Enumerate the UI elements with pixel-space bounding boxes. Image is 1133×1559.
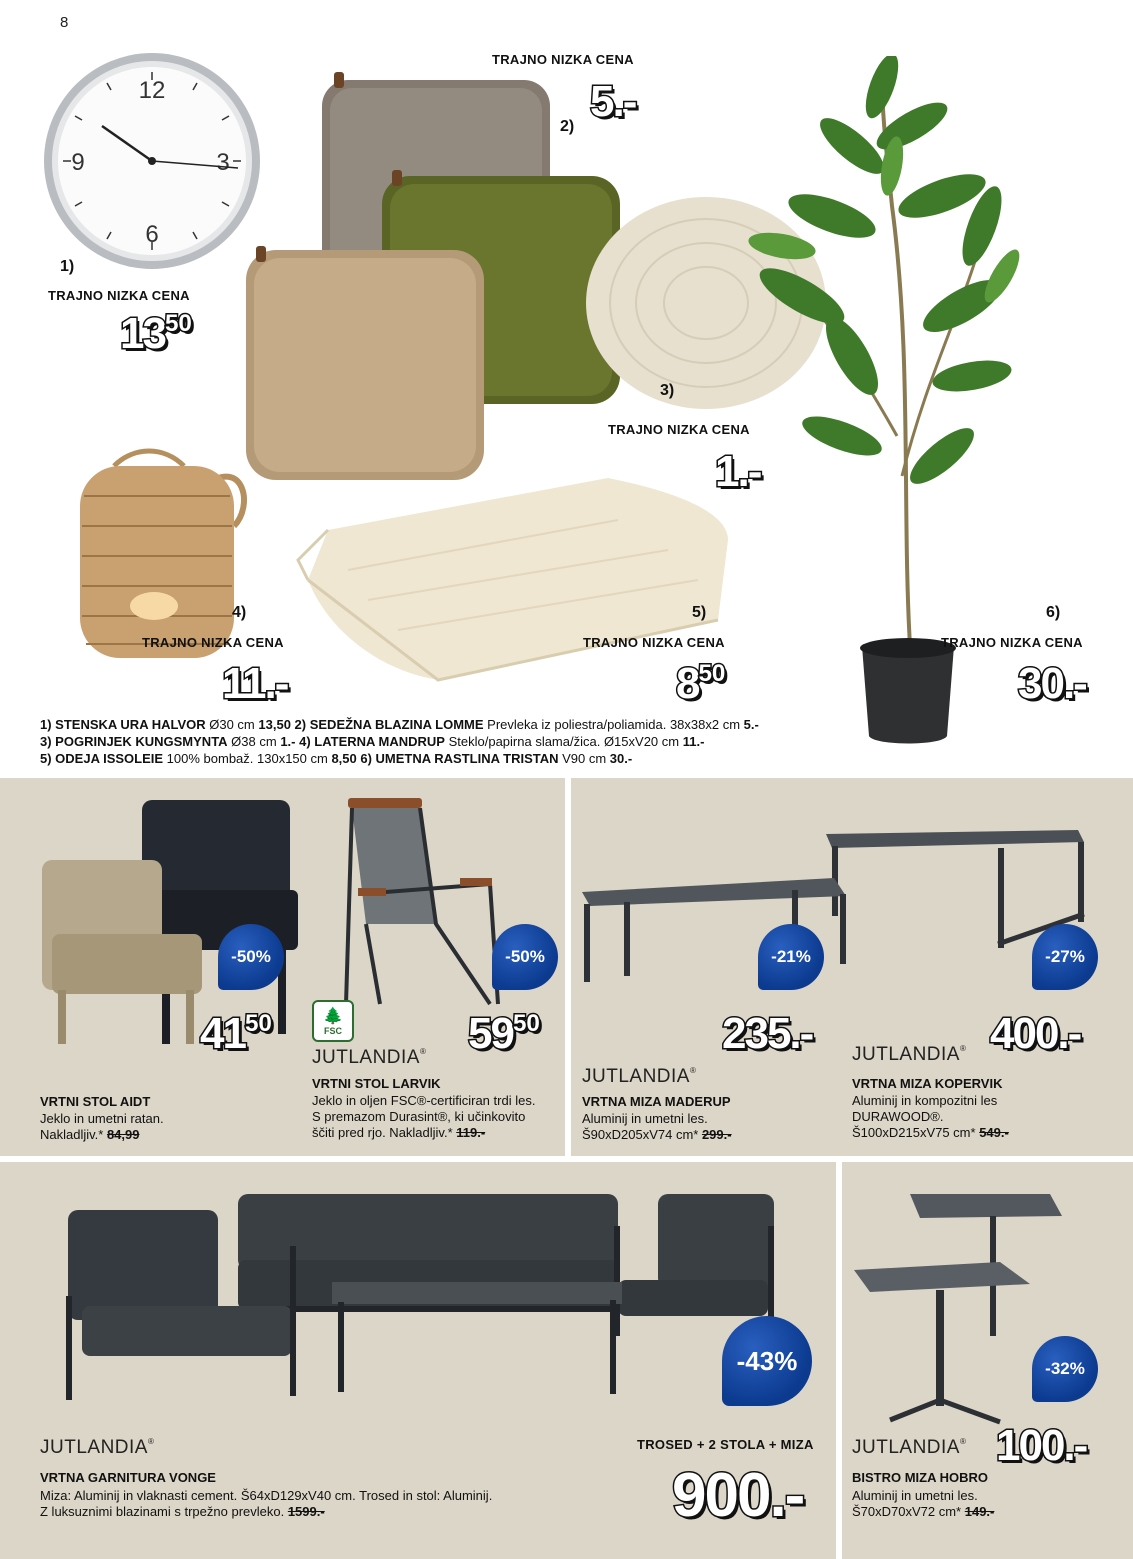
brand-logo: JUTLANDIA® <box>40 1437 155 1458</box>
product-3-name: VRTNA MIZA MADERUP <box>582 1094 731 1109</box>
offer-2-marker: 2) <box>560 118 575 135</box>
offer-6-label: TRAJNO NIZKA CENA <box>941 635 1083 650</box>
discount-badge: -32% <box>1032 1336 1098 1402</box>
product-2-price: $59^{50}$ <box>468 1009 540 1058</box>
brand-logo: JUTLANDIA® <box>312 1047 427 1068</box>
offer-3-price: 1.- <box>715 447 761 496</box>
product-5-description: Miza: Aluminij in vlaknasti cement. Š64xD129xV40 cm. Trosed in stol: Aluminij. Z luksuznimi blazinami s trpežno prevleko. 1599.- <box>40 1488 493 1519</box>
discount-badge: -21% <box>758 924 824 990</box>
product-2-name: VRTNI STOL LARVIK <box>312 1076 441 1091</box>
product-3-description: Aluminij in umetni les. Š90xD205xV74 cm* 299.- <box>582 1111 732 1142</box>
product-4-name: VRTNA MIZA KOPERVIK <box>852 1076 1003 1091</box>
panel-divider <box>565 778 571 1156</box>
discount-badge: -50% <box>218 924 284 990</box>
offer-2-label: TRAJNO NIZKA CENA <box>492 52 634 67</box>
offer-4-price: 11.- <box>222 659 288 708</box>
product-6-name: BISTRO MIZA HOBRO <box>852 1470 989 1485</box>
product-1-description: Jeklo in umetni ratan. Nakladljiv.* 84,99 <box>40 1111 164 1142</box>
wall-clock-image <box>38 50 266 272</box>
product-2-description: Jeklo in oljen FSC®-certificiran trdi les. S premazom Durasint®, ki učinkovito ščiti pred rjo. Nakladljiv.* 119.- <box>312 1093 536 1140</box>
folding-chair-image <box>340 794 510 1014</box>
fsc-logo: 🌲 FSC <box>312 1000 354 1042</box>
svg-text:6: 6 <box>145 221 159 248</box>
offer-1-label: TRAJNO NIZKA CENA <box>48 288 190 303</box>
svg-text:9: 9 <box>71 149 85 176</box>
product-1-name: VRTNI STOL AIDT <box>40 1094 151 1109</box>
svg-text:12: 12 <box>138 77 166 104</box>
offer-5-label: TRAJNO NIZKA CENA <box>583 635 725 650</box>
garden-tables-image <box>578 826 1092 986</box>
offer-1-price: $13^{50}$ <box>120 309 192 358</box>
product-3-price: 235.- <box>722 1009 813 1058</box>
summary-line-3: 5) ODEJA ISSOLEIE 100% bombaž. 130x150 cm 8,50 6) UMETNA RASTLINA TRISTAN V90 cm 30.- <box>40 751 633 766</box>
product-6-price: 100.- <box>996 1421 1087 1470</box>
summary-line-2: 3) POGRINJEK KUNGSMYNTA Ø38 cm 1.- 4) LATERNA MANDRUP Steklo/papirna slama/žica. Ø15xV20 cm 11.- <box>40 734 705 749</box>
brand-logo: JUTLANDIA® <box>852 1437 967 1458</box>
offer-4-marker: 4) <box>232 604 247 621</box>
product-1-price: $41^{50}$ <box>200 1009 272 1058</box>
offer-5-price: $8^{50}$ <box>676 659 726 708</box>
product-6-description: Aluminij in umetni les. Š70xD70xV72 cm* 149.- <box>852 1488 995 1519</box>
lantern-image <box>74 446 254 664</box>
offer-6-marker: 6) <box>1046 604 1061 621</box>
product-4-price: 400.- <box>990 1009 1081 1058</box>
summary-line-1: 1) STENSKA URA HALVOR Ø30 cm 13,50 2) SEDEŽNA BLAZINA LOMME Prevleka iz poliestra/poliamida. 38x38x2 cm 5.- <box>40 717 759 732</box>
product-5-price: 900.- <box>672 1460 804 1530</box>
lounge-set-image <box>62 1186 782 1406</box>
set-contents-label: TROSED + 2 STOLA + MIZA <box>637 1437 814 1452</box>
offer-6-price: 30.- <box>1018 659 1086 708</box>
brand-logo: JUTLANDIA® <box>582 1066 697 1087</box>
brand-logo: JUTLANDIA® <box>852 1044 967 1065</box>
offer-4-label: TRAJNO NIZKA CENA <box>142 635 284 650</box>
offer-5-marker: 5) <box>692 604 707 621</box>
product-5-name: VRTNA GARNITURA VONGE <box>40 1470 216 1485</box>
discount-badge: -43% <box>722 1316 812 1406</box>
panel-divider <box>836 1156 842 1559</box>
offer-1-marker: 1) <box>60 258 75 275</box>
discount-badge: -50% <box>492 924 558 990</box>
product-4-description: Aluminij in kompozitni les DURAWOOD®. Š100xD215xV75 cm* 549.- <box>852 1093 1009 1140</box>
blanket-image <box>288 470 734 698</box>
panel-divider <box>0 1156 1133 1162</box>
product-summary <box>40 716 840 767</box>
offer-3-label: TRAJNO NIZKA CENA <box>608 422 750 437</box>
offer-2-price: 5.- <box>590 77 636 126</box>
page-number: 8 <box>60 14 69 31</box>
svg-text:3: 3 <box>216 149 230 176</box>
discount-badge: -27% <box>1032 924 1098 990</box>
offer-3-marker: 3) <box>660 382 675 399</box>
